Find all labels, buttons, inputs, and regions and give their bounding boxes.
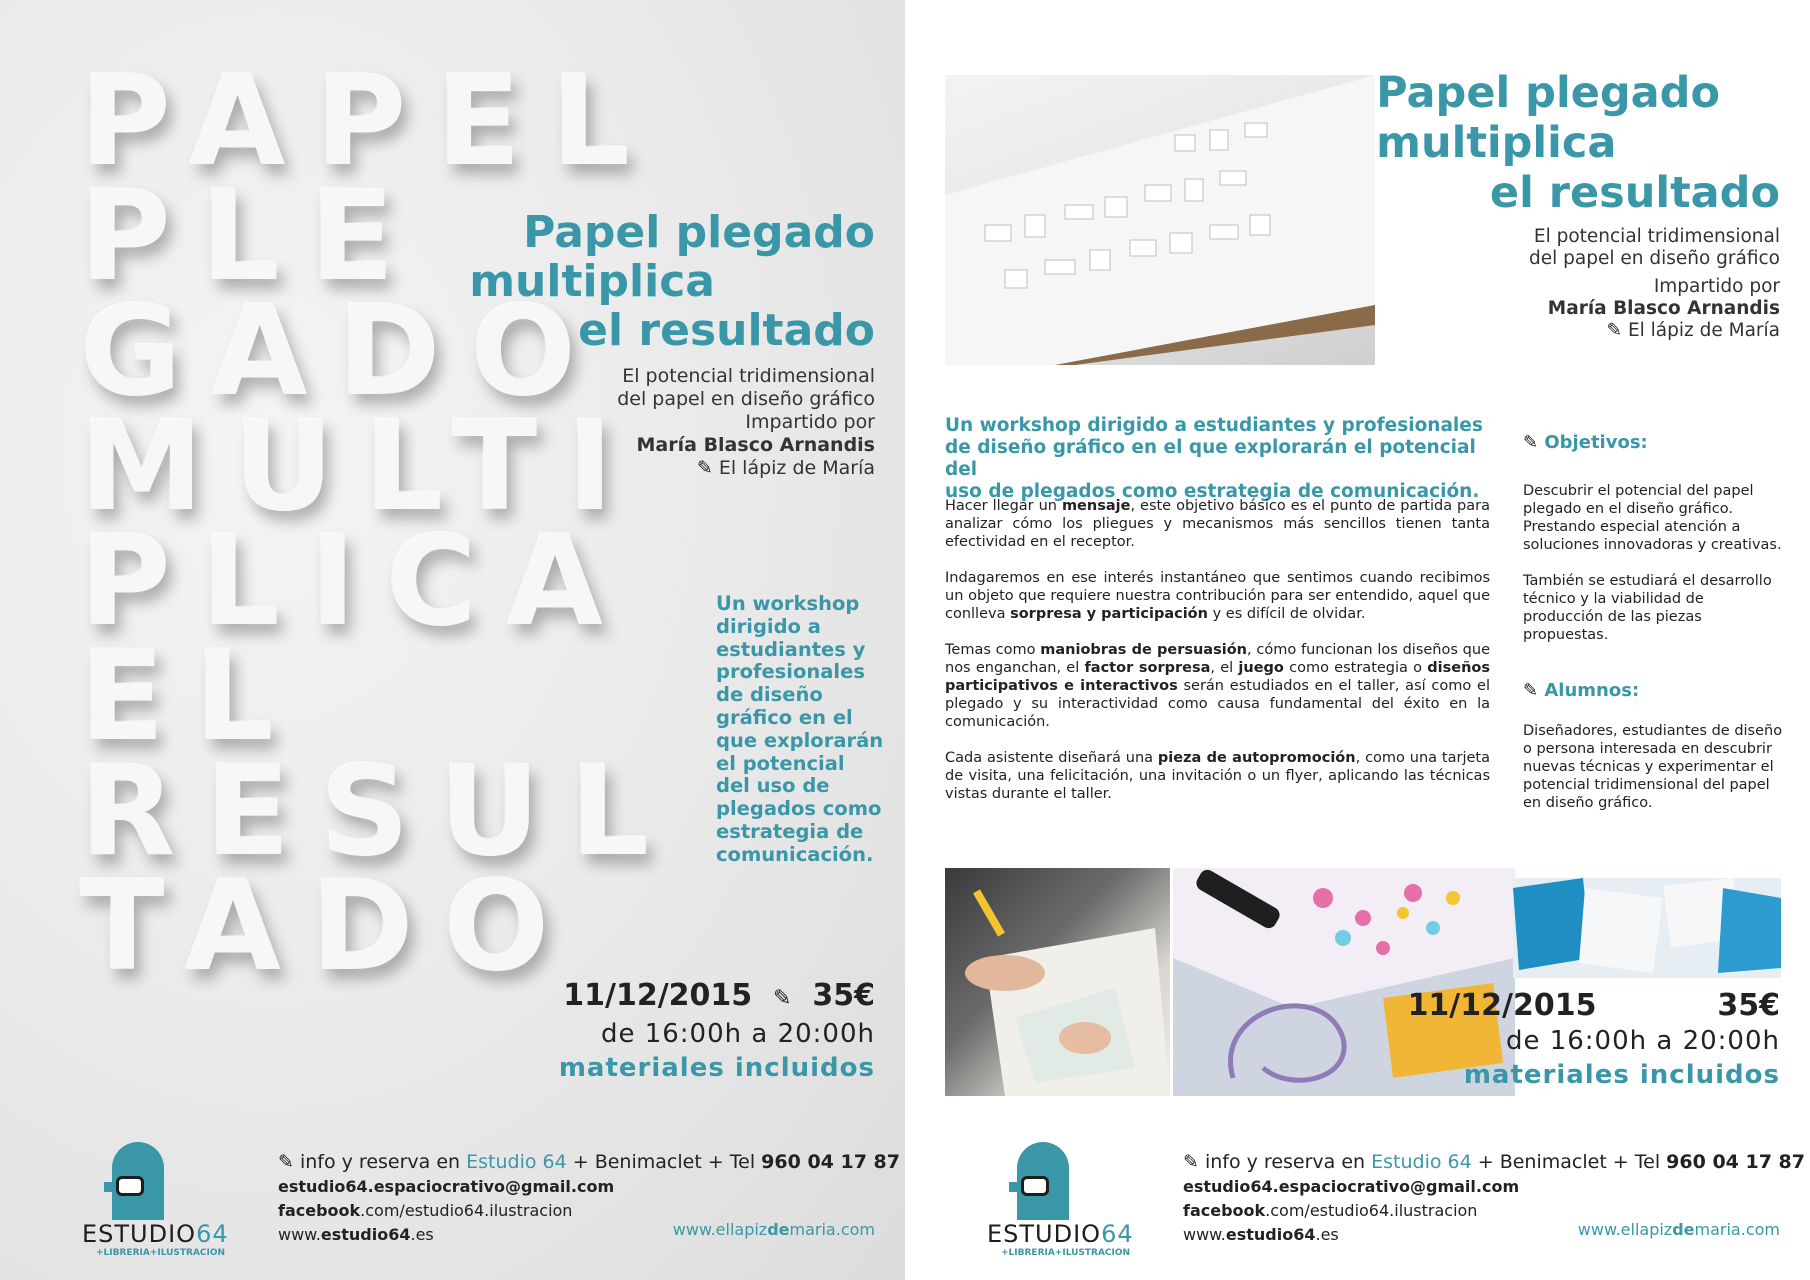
email-link[interactable]: estudio64.espaciocrativo@gmail.com [278,1177,615,1196]
intro-line: dirigido a [716,614,821,638]
intro-line: gráfico en el [716,705,853,729]
impartido-label: Impartido por [745,411,875,433]
contact-info-prefix: info y reserva en [299,1151,461,1173]
facebook-bold: facebook [278,1201,361,1220]
web-prefix: www. [1183,1225,1226,1244]
weblink-pre: www. [1577,1220,1621,1239]
weblink-post: .com [1740,1220,1780,1239]
paper-word: PLICA [80,510,633,654]
intro-line: de diseño [716,683,823,707]
logo-word: ESTUDIO [82,1220,197,1248]
event-details [1408,988,1780,1092]
logo-subtitle: +LIBRERIA+ILUSTRACION [96,1248,226,1258]
title-block [1376,68,1780,342]
event-date: 11/12/2015 [563,978,753,1013]
impartido-label: Impartido por [1653,276,1780,297]
intro-line: estrategia de [716,819,864,843]
pencil-icon: ✎ [696,457,713,479]
weblink-part: maria [1694,1220,1741,1239]
body-text [945,497,1490,821]
alumnos-text [1523,722,1785,830]
paper-word: GADO [80,280,607,424]
phone-number[interactable]: 960 04 17 87 [1666,1151,1805,1173]
logo-glasses-icon [116,1176,144,1196]
body-paragraph: Temas como maniobras de persuasión, cómo funcionan los diseños que nos enganchan, el factor sorpresa, el juego como estrategia o diseños participativos e interactivos serán estudiados en el taller, así como el plegado y su interactividad como causa fundamental del éxito en la comunicación. [945,642,1490,730]
brand-name: El lápiz de María [1627,320,1780,341]
web-prefix: www. [278,1225,321,1244]
event-time: de 16:00h a 20:00h [600,1019,875,1049]
subtitle-line: del papel en diseño gráfico [617,388,875,410]
facebook-rest: .com/estudio64.ilustracion [360,1201,573,1220]
web-suffix: .es [1315,1225,1339,1244]
estudio64-logo [82,1142,229,1272]
paper-word: EL [80,625,304,769]
body-paragraph: Hacer llegar un mensaje, este objetivo básico es el punto de partida para analizar cómo los pliegues y mecanismos más sencillos tienen tanta efectividad en el receptor. [945,498,1490,550]
weblink-part: ellapiz [715,1220,768,1239]
title-line: el resultado [578,305,875,356]
ellapizdemaria-link[interactable] [1578,1220,1780,1239]
facebook-rest: .com/estudio64.ilustracion [1265,1201,1478,1220]
intro-line: estudiantes y [716,637,866,661]
intro-line: Un workshop [716,592,860,615]
web-bold: estudio64 [1225,1225,1316,1244]
logo-word: ESTUDIO [987,1220,1102,1248]
objetivos-paragraph: También se estudiará el desarrollo técnico y la viabilidad de producción de las piezas propuestas. [1523,573,1772,643]
weblink-part: de [1672,1220,1695,1239]
objetivos-text [1523,482,1785,662]
objetivos-paragraph: Descubrir el potencial del papel plegado en el diseño gráfico. Prestando especial atención a soluciones innovadoras y creativas. [1523,483,1782,553]
intro-heading-line: Un workshop dirigido a estudiantes y profesionales [945,415,1483,436]
body-paragraph: Indagaremos en ese interés instantáneo que sentimos cuando recibimos un objeto que requiere nuestra contribución para ser entendido, aquel que conlleva sorpresa y participación y es difícil de olvidar. [945,570,1490,622]
weblink-pre: www. [672,1220,716,1239]
title-line: multiplica [469,256,715,307]
objetivos-heading-text: Objetivos: [1544,432,1648,453]
event-price: 35€ [1717,988,1780,1023]
paper-word: RESUL [80,740,680,884]
intro-line: el potencial [716,751,845,775]
intro-heading-line: de diseño gráfico en el que explorarán el potencial del [945,437,1476,480]
event-details [559,978,875,1085]
pencil-icon: ✎ [773,986,792,1011]
title-line: Papel plegado [1376,68,1720,118]
instructor-name: María Blasco Arnandis [1547,298,1780,319]
intro-heading-line: uso de plegados como estrategia de comunicación. [945,481,1480,502]
subtitle-line: del papel en diseño gráfico [1528,248,1780,269]
phone-number[interactable]: 960 04 17 87 [761,1151,900,1173]
poster-right [905,0,1810,1280]
subtitle-line: El potencial tridimensional [1533,226,1780,247]
intro-text [716,593,883,867]
logo-number: 64 [1101,1220,1134,1248]
event-time: de 16:00h a 20:00h [1505,1026,1780,1056]
alumnos-heading-text: Alumnos: [1544,680,1640,701]
event-materials: materiales incluidos [1463,1060,1780,1090]
intro-line: que explorarán [716,728,884,752]
title-block [469,208,875,480]
pencil-icon: ✎ [1183,1151,1199,1173]
weblink-post: .com [835,1220,875,1239]
title-line: el resultado [1489,168,1780,218]
web-suffix: .es [410,1225,434,1244]
ellapizdemaria-link[interactable] [673,1220,875,1239]
brand-name: El lápiz de María [718,457,875,479]
intro-line: comunicación. [716,842,874,866]
contact-info-mid: + Benimaclet + Tel [1477,1151,1661,1173]
folded-paper-book-photo [945,75,1375,365]
title-line: Papel plegado [523,207,875,258]
weblink-part: maria [789,1220,836,1239]
intro-line: profesionales [716,660,865,684]
contact-info-mid: + Benimaclet + Tel [572,1151,756,1173]
estudio64-logo [987,1142,1134,1272]
workshop-hands-photo [945,868,1170,1096]
alumnos-paragraph: Diseñadores, estudiantes de diseño o persona interesada en descubrir nuevas técnicas y experimentar el potencial tridimensional del papel en diseño gráfico. [1523,723,1783,811]
logo-glasses-icon [1021,1176,1049,1196]
web-bold: estudio64 [320,1225,411,1244]
objetivos-heading [1523,432,1648,453]
logo-number: 64 [196,1220,229,1248]
intro-heading [945,415,1485,503]
weblink-part: de [767,1220,790,1239]
pencil-icon: ✎ [1523,432,1539,453]
title-line: multiplica [1376,118,1617,168]
paper-word: TADO [80,855,580,999]
intro-line: del uso de [716,774,830,798]
event-date: 11/12/2015 [1407,988,1597,1023]
subtitle-line: El potencial tridimensional [622,365,875,387]
weblink-part: ellapiz [1620,1220,1673,1239]
pencil-icon: ✎ [1606,320,1623,341]
paper-word: MULTI [80,395,644,539]
studio-link[interactable]: Estudio 64 [1371,1151,1472,1173]
contact-info-prefix: info y reserva en [1204,1151,1366,1173]
intro-line: plegados como [716,797,882,821]
email-link[interactable]: estudio64.espaciocrativo@gmail.com [1183,1177,1520,1196]
pencil-icon: ✎ [1523,680,1539,701]
instructor-name: María Blasco Arnandis [636,434,875,456]
facebook-bold: facebook [1183,1201,1266,1220]
logo-subtitle: +LIBRERIA+ILUSTRACION [1001,1248,1131,1258]
business-cards-photo [1513,878,1781,978]
paper-word: PLE [80,165,425,309]
studio-link[interactable]: Estudio 64 [466,1151,567,1173]
event-materials: materiales incluidos [558,1053,875,1083]
alumnos-heading [1523,680,1639,701]
body-paragraph: Cada asistente diseñará una pieza de autopromoción, como una tarjeta de visita, una felicitación, una invitación o un flyer, aplicando las técnicas vistas durante el taller. [945,750,1490,802]
pencil-icon: ✎ [278,1151,294,1173]
paper-word: PAPEL [80,50,661,194]
event-price: 35€ [812,978,875,1013]
